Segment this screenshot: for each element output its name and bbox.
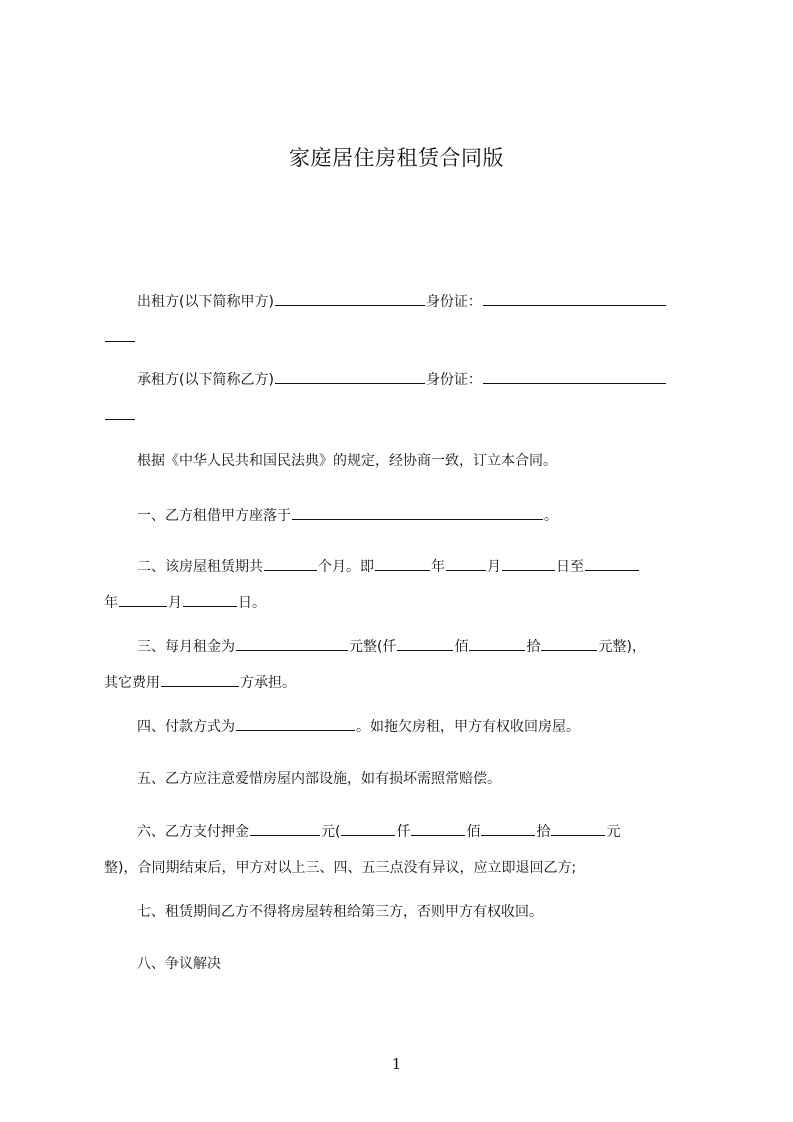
clause-1-suffix: 。 bbox=[544, 508, 558, 524]
lessor-label: 出租方(以下简称甲方) bbox=[137, 294, 274, 310]
clause-8 bbox=[104, 946, 700, 982]
clause-6 bbox=[104, 814, 700, 886]
clause-1-prefix: 一、乙方租借甲方座落于 bbox=[137, 508, 291, 524]
fees-party-blank[interactable] bbox=[161, 668, 239, 687]
clause-6-qian: 仟 bbox=[396, 824, 411, 840]
clause-4-suffix: 。如拖欠房租，甲方有权收回房屋。 bbox=[356, 719, 580, 735]
lessee-line-1 bbox=[104, 362, 700, 398]
clause-2-day-2: 日。 bbox=[238, 595, 266, 611]
lessor-id-blank[interactable] bbox=[483, 287, 666, 306]
deposit-bai-blank[interactable] bbox=[411, 817, 465, 836]
preamble-clause bbox=[104, 443, 700, 479]
payment-method-blank[interactable] bbox=[236, 712, 355, 731]
lessor-line-1 bbox=[104, 284, 700, 320]
end-day-blank[interactable] bbox=[183, 588, 237, 607]
clause-3 bbox=[104, 629, 700, 701]
document-title: 家庭居住房租赁合同版 bbox=[289, 146, 504, 170]
start-year-blank[interactable] bbox=[375, 552, 430, 571]
clause-2-day-1: 日至 bbox=[556, 559, 584, 575]
lessor-name-blank[interactable] bbox=[275, 287, 425, 306]
lessee-id-label: 身份证： bbox=[425, 372, 482, 388]
clause-4 bbox=[104, 709, 700, 745]
clause-7-text: 七、租赁期间乙方不得将房屋转租给第三方，否则甲方有权收回。 bbox=[137, 904, 543, 920]
lessor-id-label: 身份证： bbox=[425, 294, 482, 310]
deposit-qian-blank[interactable] bbox=[341, 817, 395, 836]
clause-3-borne: 方承担。 bbox=[240, 675, 296, 691]
clause-2-month-2: 月 bbox=[168, 595, 182, 611]
lessee-line-2 bbox=[104, 398, 700, 434]
clause-6-shi: 拾 bbox=[536, 824, 551, 840]
clause-3-bai: 佰 bbox=[454, 639, 469, 655]
preamble-text: 根据《中华人民共和国民法典》的规定，经协商一致，订立本合同。 bbox=[137, 453, 557, 469]
clause-2-line-1 bbox=[104, 549, 700, 585]
clause-8-heading: 八、争议解决 bbox=[137, 956, 221, 972]
page-number: 1 bbox=[391, 1055, 402, 1073]
clause-6-prefix: 六、乙方支付押金 bbox=[137, 824, 249, 840]
lessee-clause bbox=[104, 362, 700, 434]
deposit-yuan-blank[interactable] bbox=[551, 817, 605, 836]
rent-bai-blank[interactable] bbox=[469, 632, 525, 651]
clause-6-bai: 佰 bbox=[466, 824, 481, 840]
deposit-blank[interactable] bbox=[250, 817, 320, 836]
lessee-id-blank-continued[interactable] bbox=[105, 401, 135, 420]
clause-5 bbox=[104, 761, 700, 797]
deposit-shi-blank[interactable] bbox=[481, 817, 535, 836]
clause-3-prefix: 三、每月租金为 bbox=[137, 639, 235, 655]
clause-6-yuan: 元( bbox=[321, 824, 341, 840]
clause-4-prefix: 四、付款方式为 bbox=[137, 719, 235, 735]
clause-3-other-fees: 其它费用 bbox=[104, 675, 160, 691]
clause-2-months-text: 个月。即 bbox=[318, 559, 374, 575]
clause-3-yuan-zheng: 元整(仟 bbox=[349, 639, 397, 655]
clause-2-line-2 bbox=[104, 585, 700, 621]
end-year-blank[interactable] bbox=[585, 552, 639, 571]
clause-7 bbox=[104, 894, 700, 930]
clause-2 bbox=[104, 549, 700, 621]
lessee-label: 承租方(以下简称乙方) bbox=[137, 372, 274, 388]
rent-qian-blank[interactable] bbox=[397, 632, 453, 651]
lessor-clause bbox=[104, 284, 700, 356]
clause-2-year-2: 年 bbox=[104, 595, 118, 611]
lessee-id-blank[interactable] bbox=[483, 365, 666, 384]
clause-3-end: 元整)， bbox=[598, 639, 646, 655]
clause-3-shi: 拾 bbox=[526, 639, 541, 655]
start-day-blank[interactable] bbox=[502, 552, 555, 571]
clause-2-year-1: 年 bbox=[431, 559, 445, 575]
clause-1 bbox=[104, 498, 700, 534]
clause-5-text: 五、乙方应注意爱惜房屋内部设施，如有损坏需照常赔偿。 bbox=[137, 771, 501, 787]
clause-3-line-2 bbox=[104, 665, 700, 701]
end-month-blank[interactable] bbox=[119, 588, 167, 607]
clause-6-line-1 bbox=[104, 814, 700, 850]
clause-4-line bbox=[104, 709, 700, 745]
clause-1-line bbox=[104, 498, 700, 534]
property-location-blank[interactable] bbox=[292, 501, 543, 520]
clause-6-yuan-end: 元 bbox=[606, 824, 621, 840]
rent-shi-blank[interactable] bbox=[541, 632, 597, 651]
clause-3-line-1 bbox=[104, 629, 700, 665]
monthly-rent-blank[interactable] bbox=[236, 632, 348, 651]
clause-6-line-2: 整)，合同期结束后，甲方对以上三、四、五三点没有异议，应立即退回乙方; bbox=[104, 860, 577, 876]
lessor-line-2 bbox=[104, 320, 700, 356]
lease-months-blank[interactable] bbox=[264, 552, 317, 571]
clause-2-prefix: 二、该房屋租赁期共 bbox=[137, 559, 263, 575]
clause-2-month-1: 月 bbox=[487, 559, 501, 575]
start-month-blank[interactable] bbox=[446, 552, 486, 571]
lessor-id-blank-continued[interactable] bbox=[105, 323, 135, 342]
lessee-name-blank[interactable] bbox=[275, 365, 425, 384]
